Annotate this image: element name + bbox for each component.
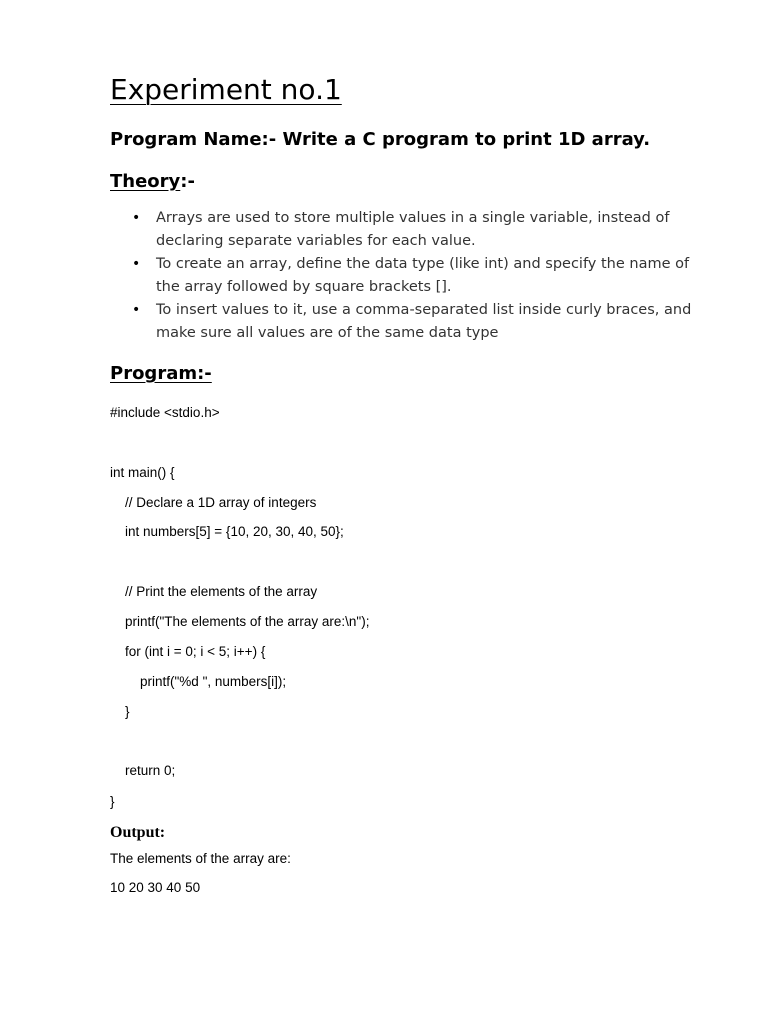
theory-heading-suffix: :-: [180, 171, 195, 192]
code-line: // Print the elements of the array: [110, 584, 318, 599]
code-line: }: [110, 704, 130, 719]
theory-list: [132, 207, 712, 345]
code-line: int main() {: [110, 465, 175, 480]
output-line: 10 20 30 40 50: [110, 880, 201, 895]
code-line: // Declare a 1D array of integers: [110, 495, 317, 510]
bullet-icon: •: [132, 210, 141, 226]
theory-point-text: To create an array, define the data type (like int) and specify the name of the array followed by square brackets [].: [156, 256, 690, 295]
code-line: return 0;: [110, 763, 176, 778]
theory-point-text: To insert values to it, use a comma-separated list inside curly braces, and make sure all values are of the same data type: [156, 302, 692, 341]
program-name-heading: Program Name:- Write a C program to print 1D array.: [110, 129, 651, 150]
output-line: The elements of the array are:: [110, 851, 291, 866]
theory-list-item: [132, 207, 712, 253]
code-line: int numbers[5] = {10, 20, 30, 40, 50};: [110, 524, 344, 539]
theory-point-text: Arrays are used to store multiple values in a single variable, instead of declaring separate variables for each value.: [156, 210, 670, 249]
code-line: #include <stdio.h>: [110, 405, 220, 420]
bullet-icon: •: [132, 302, 141, 318]
theory-heading: [110, 170, 195, 194]
code-line: printf("The elements of the array are:\n");: [110, 614, 370, 629]
bullet-icon: •: [132, 256, 141, 272]
program-heading: Program:-: [110, 363, 212, 384]
output-heading: Output:: [110, 824, 166, 841]
theory-heading-label: Theory: [110, 171, 181, 192]
theory-list-item: [132, 299, 712, 345]
code-line: for (int i = 0; i < 5; i++) {: [110, 644, 266, 659]
code-line: }: [110, 794, 115, 809]
experiment-title: Experiment no.1: [110, 73, 342, 106]
code-line: printf("%d ", numbers[i]);: [110, 674, 287, 689]
theory-list-item: [132, 253, 712, 299]
